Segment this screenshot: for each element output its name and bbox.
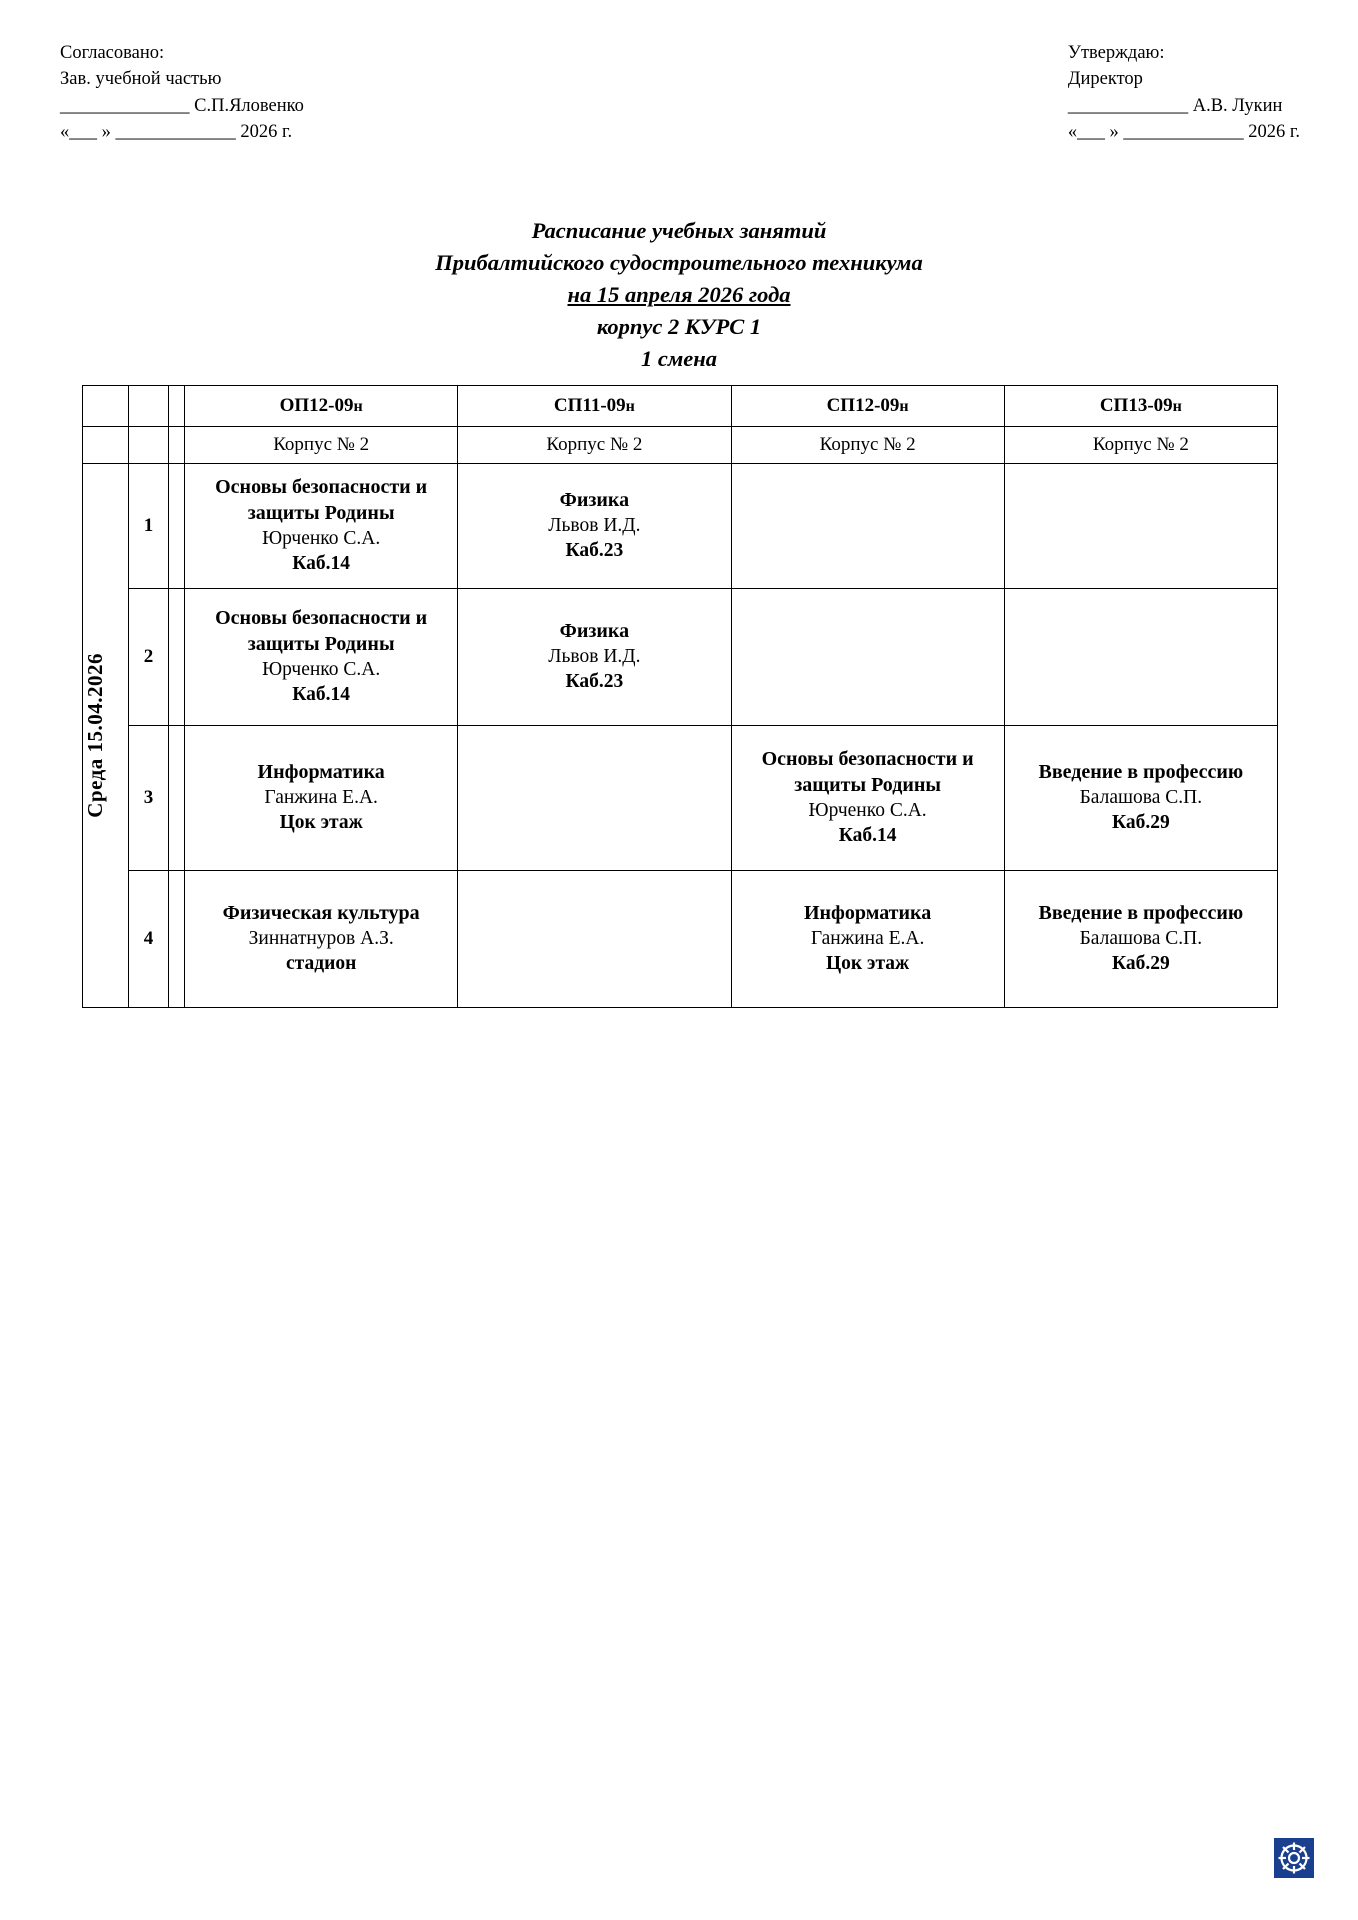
corner-cell-pad bbox=[169, 386, 185, 427]
corner-cell-day-2 bbox=[83, 427, 129, 464]
lesson-number-4: 4 bbox=[129, 871, 169, 1008]
group-header-0 bbox=[185, 386, 458, 427]
group-name-2: СП12-09 bbox=[826, 395, 900, 416]
table-row bbox=[83, 464, 1278, 589]
lesson-teacher: Балашова С.П. bbox=[1079, 927, 1203, 949]
approval-left-signature: ______________ С.П.Яловенко bbox=[60, 95, 304, 116]
group-suffix-3: н bbox=[1172, 398, 1182, 415]
approval-right-block bbox=[1068, 40, 1300, 145]
day-label: Среда 15.04.2026 bbox=[83, 653, 107, 818]
lesson-cell-0-0 bbox=[185, 464, 458, 589]
lesson-room: Цок этаж bbox=[826, 952, 910, 974]
day-label-cell bbox=[83, 464, 129, 1008]
lesson-teacher: Ганжина Е.А. bbox=[264, 786, 378, 808]
lesson-teacher: Львов И.Д. bbox=[548, 645, 641, 667]
group-header-3 bbox=[1004, 386, 1277, 427]
approval-left-block bbox=[60, 40, 304, 145]
table-row bbox=[83, 726, 1278, 871]
title-line-date: на 15 апреля 2026 года bbox=[567, 281, 791, 307]
lesson-teacher: Балашова С.П. bbox=[1079, 786, 1203, 808]
group-suffix-1: н bbox=[625, 398, 635, 415]
group-name-3: СП13-09 bbox=[1099, 395, 1173, 416]
lesson-cell-3-2 bbox=[731, 871, 1004, 1008]
lesson-cell-2-1 bbox=[458, 726, 731, 871]
group-suffix-0: н bbox=[353, 398, 363, 415]
schedule-table bbox=[82, 385, 1278, 1008]
lesson-room: Каб.29 bbox=[1111, 811, 1170, 833]
lesson-number-2: 2 bbox=[129, 589, 169, 726]
lesson-number-1: 1 bbox=[129, 464, 169, 589]
group-building-3: Корпус № 2 bbox=[1004, 427, 1277, 464]
corner-cell-num bbox=[129, 386, 169, 427]
table-row bbox=[83, 589, 1278, 726]
lesson-room: Каб.14 bbox=[292, 683, 351, 705]
ship-wheel-icon bbox=[1274, 1838, 1314, 1878]
lesson-subject: Введение в профессию bbox=[1038, 761, 1244, 784]
lesson-cell-1-3 bbox=[1004, 589, 1277, 726]
corner-cell-pad-2 bbox=[169, 427, 185, 464]
lesson-cell-0-1 bbox=[458, 464, 731, 589]
page-title bbox=[0, 215, 1358, 375]
lesson-cell-2-2 bbox=[731, 726, 1004, 871]
title-line-2: Прибалтийского судостроительного техникума bbox=[435, 249, 923, 275]
group-building-2: Корпус № 2 bbox=[731, 427, 1004, 464]
lesson-subject: Информатика bbox=[803, 902, 932, 925]
approvals-header bbox=[60, 40, 1300, 145]
group-building-1: Корпус № 2 bbox=[458, 427, 731, 464]
lesson-teacher: Юрченко С.А. bbox=[262, 527, 381, 549]
group-building-0: Корпус № 2 bbox=[185, 427, 458, 464]
approval-left-line2: Зав. учебной частью bbox=[60, 69, 222, 90]
corner-cell-num-2 bbox=[129, 427, 169, 464]
lesson-cell-3-3 bbox=[1004, 871, 1277, 1008]
table-building-row bbox=[83, 427, 1278, 464]
lesson-subject: Введение в профессию bbox=[1038, 902, 1244, 925]
lesson-subject: Физика bbox=[559, 489, 630, 512]
group-suffix-2: н bbox=[899, 398, 909, 415]
lesson-subject: Основы безопасности и защиты Родины bbox=[215, 607, 428, 656]
lesson-cell-2-3 bbox=[1004, 726, 1277, 871]
lesson-cell-1-0 bbox=[185, 589, 458, 726]
lesson-subject: Физическая культура bbox=[222, 902, 420, 925]
lesson-number-3: 3 bbox=[129, 726, 169, 871]
group-name-1: СП11-09 bbox=[553, 395, 626, 416]
schedule-table-container bbox=[82, 385, 1278, 1008]
approval-right-date: «___ » _____________ 2026 г. bbox=[1067, 121, 1300, 142]
lesson-room: Каб.29 bbox=[1111, 952, 1170, 974]
approval-right-line2: Директор bbox=[1067, 69, 1143, 90]
lesson-subject: Основы безопасности и защиты Родины bbox=[761, 748, 974, 797]
group-header-2 bbox=[731, 386, 1004, 427]
lesson-cell-0-2 bbox=[731, 464, 1004, 589]
lesson-teacher: Львов И.Д. bbox=[548, 514, 641, 536]
lesson-teacher: Юрченко С.А. bbox=[262, 658, 381, 680]
corner-cell-day bbox=[83, 386, 129, 427]
table-header-row bbox=[83, 386, 1278, 427]
lesson-teacher: Ганжина Е.А. bbox=[810, 927, 925, 949]
lesson-subject: Основы безопасности и защиты Родины bbox=[215, 476, 428, 525]
approval-left-line1: Согласовано: bbox=[60, 43, 165, 63]
title-line-building-course: корпус 2 КУРС 1 bbox=[596, 313, 762, 339]
approval-left-date: «___ » _____________ 2026 г. bbox=[60, 121, 293, 142]
table-row bbox=[83, 871, 1278, 1008]
lesson-teacher: Юрченко С.А. bbox=[808, 799, 927, 821]
lesson-cell-1-1 bbox=[458, 589, 731, 726]
group-header-1 bbox=[458, 386, 731, 427]
title-line-shift: 1 смена bbox=[640, 345, 717, 371]
lesson-cell-3-1 bbox=[458, 871, 731, 1008]
spacer-cell-2 bbox=[169, 589, 185, 726]
title-line-1: Расписание учебных занятий bbox=[531, 218, 827, 243]
lesson-subject: Физика bbox=[559, 620, 630, 643]
lesson-room: Каб.23 bbox=[565, 670, 624, 692]
lesson-cell-0-3 bbox=[1004, 464, 1277, 589]
lesson-room: Каб.23 bbox=[565, 539, 624, 561]
lesson-room: стадион bbox=[286, 952, 357, 974]
group-name-0: ОП12-09 bbox=[279, 395, 354, 416]
approval-right-signature: _____________ А.В. Лукин bbox=[1067, 95, 1283, 116]
spacer-cell-4 bbox=[169, 871, 185, 1008]
lesson-subject: Информатика bbox=[257, 761, 385, 784]
lesson-teacher: Зиннатнуров А.З. bbox=[248, 927, 394, 949]
lesson-cell-1-2 bbox=[731, 589, 1004, 726]
lesson-cell-3-0 bbox=[185, 871, 458, 1008]
lesson-room: Каб.14 bbox=[292, 552, 351, 574]
approval-right-line1: Утверждаю: bbox=[1067, 43, 1165, 63]
lesson-room: Цок этаж bbox=[279, 811, 363, 833]
lesson-room: Каб.14 bbox=[838, 824, 897, 846]
lesson-cell-2-0 bbox=[185, 726, 458, 871]
spacer-cell-1 bbox=[169, 464, 185, 589]
spacer-cell-3 bbox=[169, 726, 185, 871]
